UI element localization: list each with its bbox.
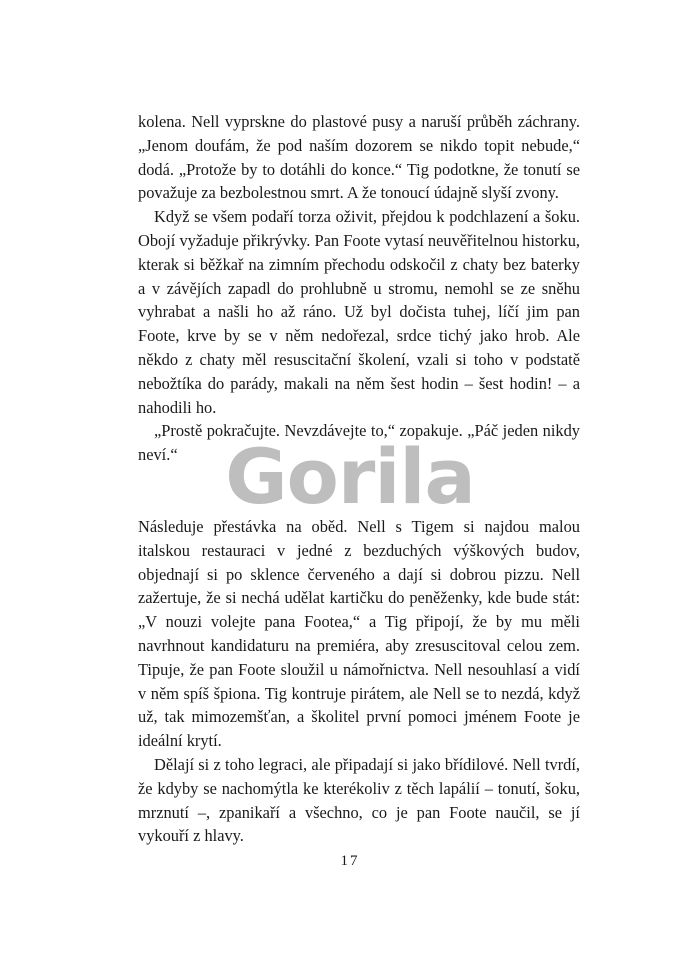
paragraph: Dělají si z toho legraci, ale připadají si jako břídilové. Nell tvrdí, že kdyby se nachomýtla ke kterékoliv z těch lapálií – tonutí, šoku, mrznutí –, zpanikaří a všechno, co je pan Foote naučil, se jí vykouří z hlavy. [138, 754, 580, 846]
paragraph: Následuje přestávka na oběd. Nell s Tigem si najdou malou italskou restauraci v jedné z bezduchých výškových budov, objednají si po sklence červeného a dají si dobrou pizzu. Nell zažertuje, že si nechá udělat kartičku do peněženky, kde bude stát: „V nouzi volejte pana Footea,“ a Tig připojí, že by mu měli navrhnout kandidaturu na premiéra, aby zresuscitoval celou zem. Tipuje, že pan Foote sloužil u námořnictva. Nell nesouhlasí a vidí v něm spíš špiona. Tig kontruje pirátem, ale Nell se to nezdá, když už, tak mimozemšťan, a školitel první pomoci jménem Foote je ideální krytí. [138, 517, 580, 751]
paragraph: Když se všem podaří torza oživit, přejdou k podchlazení a šoku. Obojí vyžaduje přikrývky. Pan Foote vytasí neuvěřitelnou historku, kterak si běžkař na zimním přechodu odskočil z chaty bez baterky a v závějích zapadl do prohlubně u stromu, nemohl se ze sněhu vyhrabat a našli ho až ráno. Už byl dočista tuhej, líčí jim pan Foote, krve by se v něm nedořezal, srdce tichý jako hrob. Ale někdo z chaty měl resuscitační školení, vzali si toho v podstatě nebožtíka do parády, makali na něm šest hodin – šest hodin! – a nahodili ho. [138, 207, 580, 417]
text-section-top [138, 110, 580, 467]
page-number: 17 [340, 853, 360, 869]
paragraph: kolena. Nell vyprskne do plastové pusy a naruší průběh záchrany. „Jenom doufám, že pod naším dozorem se nikdo topit nebude,“ dodá. „Protože by to dotáhli do konce.“ Tig podotkne, že tonutí se považuje za bezbolestnou smrt. A že tonoucí údajně slyší zvony. [138, 112, 580, 203]
watermark-logo: Gorila [225, 432, 475, 521]
paragraph: „Prostě pokračujte. Nevzdávejte to,“ zopakuje. „Páč jeden nikdy neví.“ [138, 421, 580, 465]
text-section-bottom [138, 515, 580, 848]
